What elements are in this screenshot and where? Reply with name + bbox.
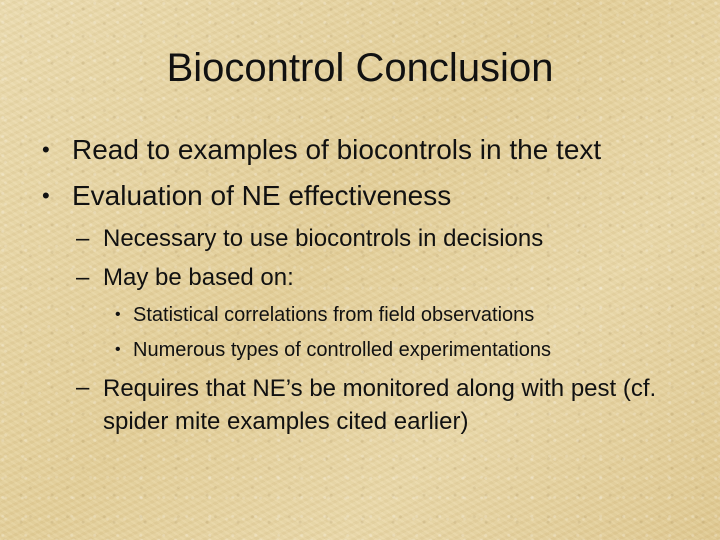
dash-marker: – (76, 264, 90, 291)
bullet-marker: • (42, 137, 50, 162)
slide-title: Biocontrol Conclusion (166, 46, 554, 90)
detail-bullet-text-correlations: Statistical correlations from field observations (133, 304, 535, 326)
sub-bullet-text-decisions: Necessary to use biocontrols in decisions (103, 225, 544, 252)
bullet-marker: • (115, 341, 121, 358)
sub-bullet-text-monitoring: Requires that NE’s be monitored along with pest (cf. spider mite examples cited earlier) (103, 375, 657, 435)
main-bullet-text-examples: Read to examples of biocontrols in the text (72, 134, 602, 165)
dash-marker: – (76, 374, 90, 401)
bullet-marker: • (42, 183, 50, 208)
detail-bullet-text-experimentations: Numerous types of controlled experimentations (133, 339, 551, 361)
dash-marker: – (76, 225, 90, 252)
bullet-marker: • (115, 306, 121, 323)
sub-bullet-text-based-on: May be based on: (103, 264, 294, 291)
main-bullet-text-evaluation: Evaluation of NE effectiveness (72, 180, 452, 211)
